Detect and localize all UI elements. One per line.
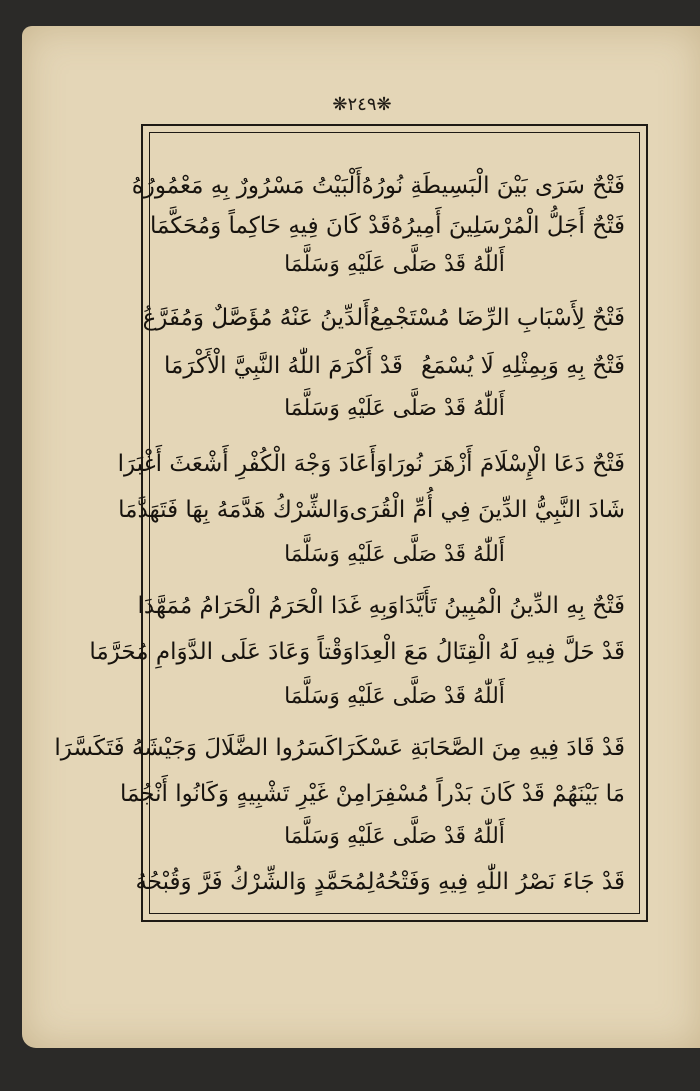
verse-line <box>131 167 625 205</box>
hemistich-left: وَقْتاً وَعَادَ عَلَى الدَّوَامِ مُحَرَّمَا <box>89 639 354 665</box>
hemistich-left: قَدْ أَكْرَمَ اللّٰهُ النَّبِيَّ الْأَكْرَمَا <box>164 353 403 379</box>
hemistich-right: قَدْ حَلَّ فِيهِ لَهُ الْقِتَالُ مَعَ الْعِدَا <box>353 639 625 665</box>
hemistich-right: قَدْ قَادَ فِيهِ مِنَ الصَّحَابَةِ عَسْكَرَا <box>337 735 625 761</box>
hemistich-right: فَتْحٌ بِهِ الدِّينُ الْمُبِينُ تَأَيَّدَا <box>398 593 625 619</box>
verse-line <box>149 207 625 245</box>
hemistich-right: قَدْ جَاءَ نَصْرُ اللّٰهِ فِيهِ وَفَتْحُهُ <box>374 869 625 895</box>
hemistich-right: فَتْحٌ بِهِ وَبِمِثْلِهِ لَا يُسْمَعُ <box>420 353 625 379</box>
text-frame-inner-border <box>54 132 640 914</box>
hemistich-left: وَأَعَادَ وَجْهَ الْكُفْرِ أَشْعَثَ أَغْبَرَا <box>117 451 388 477</box>
poem <box>54 147 625 899</box>
verse-line <box>119 775 625 813</box>
hemistich-left: كَسَرُوا الضَّلَالَ وَجَيْشَهُ فَتَكَسَّرَا <box>54 735 338 761</box>
hemistich-right: مَا بَيْنَهُمْ قَدْ كَانَ بَدْراً مُسْفِرَا <box>365 781 625 807</box>
hemistich-right: فَتْحٌ لِأَسْبَابِ الرِّضَا مُسْتَجْمِعُ <box>369 305 625 331</box>
hemistich-left: أَلدِّينُ عَنْهُ مُؤَصَّلٌ وَمُفَرَّعُ <box>142 305 370 331</box>
refrain: أَللّٰهُ قَدْ صَلَّى عَلَيْهِ وَسَلَّمَا <box>284 252 505 277</box>
hemistich-right: فَتْحٌ دَعَا الْإِسْلَامَ أَزْهَرَ نُورَا <box>387 451 625 477</box>
hemistich-left: وَالشِّرْكُ هَدَّمَهُ بِهَا فَتَهَدَّمَا <box>118 497 350 523</box>
hemistich-left: أَلْبَيْتُ مَسْرُورٌ بِهِ مَعْمُورُهُ <box>131 173 362 199</box>
page-number: ❋٢٤٩❋ <box>332 94 392 115</box>
verse-line <box>54 729 625 767</box>
hemistich-right: فَتْحٌ سَرَى بَيْنَ الْبَسِيطَةِ نُورُهُ <box>361 173 625 199</box>
book-page <box>22 26 700 1048</box>
text-frame <box>54 124 648 922</box>
verse-line <box>164 347 625 385</box>
verse-line <box>118 491 625 529</box>
verse-line <box>117 445 625 483</box>
hemistich-right: شَادَ النَّبِيُّ الدِّينَ فِي أُمِّ الْقُرَى <box>349 497 625 523</box>
refrain: أَللّٰهُ قَدْ صَلَّى عَلَيْهِ وَسَلَّمَا <box>284 542 505 567</box>
refrain: أَللّٰهُ قَدْ صَلَّى عَلَيْهِ وَسَلَّمَا <box>284 396 505 421</box>
verse-line <box>135 863 625 901</box>
hemistich-left: قَدْ كَانَ فِيهِ حَاكِماً وَمُحَكَّمَا <box>149 213 392 239</box>
hemistich-left: مِنْ غَيْرِ تَشْبِيهٍ وَكَانُوا أَنْجُمَا <box>119 781 366 807</box>
verse-line <box>137 587 625 625</box>
hemistich-right: فَتْحٌ أَجَلُّ الْمُرْسَلِينَ أَمِيرُهُ <box>391 213 625 239</box>
hemistich-left: لِمُحَمَّدٍ وَالشِّرْكُ فَرَّ وَقُبْحُهُ <box>135 869 375 895</box>
verse-line <box>89 633 625 671</box>
refrain: أَللّٰهُ قَدْ صَلَّى عَلَيْهِ وَسَلَّمَا <box>284 824 505 849</box>
hemistich-left: وَبِهِ غَدَا الْحَرَمُ الْحَرَامُ مُمَهَّدَا <box>137 593 399 619</box>
refrain: أَللّٰهُ قَدْ صَلَّى عَلَيْهِ وَسَلَّمَا <box>284 684 505 709</box>
verse-line <box>142 299 625 337</box>
